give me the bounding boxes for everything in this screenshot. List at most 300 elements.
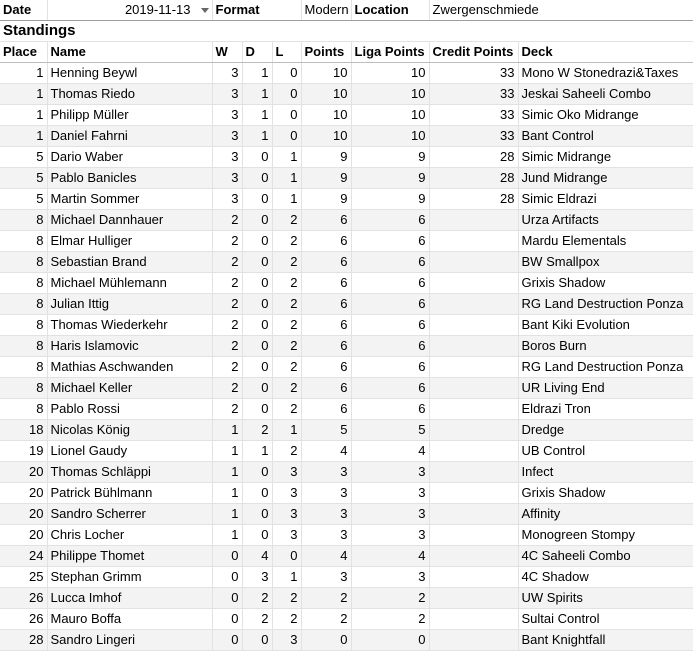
liga-points-cell[interactable]: 6 [351, 336, 429, 357]
liga-points-cell[interactable]: 9 [351, 189, 429, 210]
credit-points-cell[interactable] [429, 336, 518, 357]
name-cell[interactable]: Philippe Thomet [47, 546, 212, 567]
w-cell[interactable]: 1 [212, 504, 242, 525]
deck-cell[interactable]: Eldrazi Tron [518, 399, 693, 420]
credit-points-cell[interactable] [429, 399, 518, 420]
credit-points-cell[interactable] [429, 420, 518, 441]
liga-points-cell[interactable]: 6 [351, 294, 429, 315]
deck-cell[interactable]: UW Spirits [518, 588, 693, 609]
points-cell[interactable]: 9 [301, 147, 351, 168]
l-cell[interactable]: 2 [272, 357, 301, 378]
table-row [0, 168, 693, 189]
name-cell[interactable]: Stephan Grimm [47, 567, 212, 588]
liga-points-cell[interactable]: 10 [351, 84, 429, 105]
table-row [0, 231, 693, 252]
l-cell[interactable]: 2 [272, 231, 301, 252]
place-cell[interactable]: 8 [0, 231, 47, 252]
table-row [0, 294, 693, 315]
w-cell[interactable]: 2 [212, 231, 242, 252]
col-place[interactable]: Place [0, 42, 47, 63]
deck-cell[interactable]: Bant Kiki Evolution [518, 315, 693, 336]
points-cell[interactable]: 3 [301, 567, 351, 588]
credit-points-cell[interactable] [429, 504, 518, 525]
d-cell[interactable]: 3 [242, 567, 272, 588]
deck-cell[interactable]: Mardu Elementals [518, 231, 693, 252]
name-cell[interactable]: Daniel Fahrni [47, 126, 212, 147]
deck-cell[interactable]: Simic Eldrazi [518, 189, 693, 210]
credit-points-cell[interactable]: 33 [429, 84, 518, 105]
w-cell[interactable]: 1 [212, 441, 242, 462]
liga-points-cell[interactable]: 2 [351, 588, 429, 609]
points-cell[interactable]: 6 [301, 336, 351, 357]
liga-points-cell[interactable]: 9 [351, 147, 429, 168]
liga-points-cell[interactable]: 10 [351, 63, 429, 84]
place-cell[interactable]: 24 [0, 546, 47, 567]
name-cell[interactable]: Michael Keller [47, 378, 212, 399]
points-cell[interactable]: 6 [301, 273, 351, 294]
w-cell[interactable]: 2 [212, 378, 242, 399]
liga-points-cell[interactable]: 6 [351, 357, 429, 378]
l-cell[interactable]: 1 [272, 168, 301, 189]
d-cell[interactable]: 1 [242, 441, 272, 462]
credit-points-cell[interactable] [429, 588, 518, 609]
deck-cell[interactable]: BW Smallpox [518, 252, 693, 273]
place-cell[interactable]: 18 [0, 420, 47, 441]
liga-points-cell[interactable]: 3 [351, 567, 429, 588]
place-cell[interactable]: 20 [0, 483, 47, 504]
col-liga-points[interactable]: Liga Points [351, 42, 429, 63]
l-cell[interactable]: 0 [272, 63, 301, 84]
l-cell[interactable]: 2 [272, 210, 301, 231]
name-cell[interactable]: Lucca Imhof [47, 588, 212, 609]
deck-cell[interactable]: Boros Burn [518, 336, 693, 357]
w-cell[interactable]: 3 [212, 189, 242, 210]
credit-points-cell[interactable] [429, 294, 518, 315]
place-cell[interactable]: 8 [0, 273, 47, 294]
table-row [0, 630, 693, 651]
deck-cell[interactable]: Dredge [518, 420, 693, 441]
w-cell[interactable]: 3 [212, 84, 242, 105]
place-cell[interactable]: 1 [0, 84, 47, 105]
points-cell[interactable]: 3 [301, 483, 351, 504]
name-cell[interactable]: Patrick Bühlmann [47, 483, 212, 504]
liga-points-cell[interactable]: 6 [351, 210, 429, 231]
liga-points-cell[interactable]: 0 [351, 630, 429, 651]
table-row [0, 189, 693, 210]
place-cell[interactable]: 8 [0, 315, 47, 336]
l-cell[interactable]: 3 [272, 483, 301, 504]
name-cell[interactable]: Henning Beywl [47, 63, 212, 84]
d-cell[interactable]: 1 [242, 105, 272, 126]
liga-points-cell[interactable]: 10 [351, 126, 429, 147]
liga-points-cell[interactable]: 5 [351, 420, 429, 441]
liga-points-cell[interactable]: 3 [351, 525, 429, 546]
credit-points-cell[interactable] [429, 525, 518, 546]
deck-cell[interactable]: Bant Knightfall [518, 630, 693, 651]
d-cell[interactable]: 0 [242, 189, 272, 210]
place-cell[interactable]: 1 [0, 105, 47, 126]
d-cell[interactable]: 0 [242, 399, 272, 420]
points-cell[interactable]: 3 [301, 462, 351, 483]
dropdown-caret-icon[interactable] [201, 8, 209, 13]
place-cell[interactable]: 5 [0, 147, 47, 168]
liga-points-cell[interactable]: 9 [351, 168, 429, 189]
deck-cell[interactable]: Affinity [518, 504, 693, 525]
col-w[interactable]: W [212, 42, 242, 63]
points-cell[interactable]: 6 [301, 378, 351, 399]
header-row [0, 0, 693, 21]
d-cell[interactable]: 0 [242, 378, 272, 399]
d-cell[interactable]: 0 [242, 294, 272, 315]
credit-points-cell[interactable]: 28 [429, 189, 518, 210]
l-cell[interactable]: 2 [272, 588, 301, 609]
points-cell[interactable]: 10 [301, 126, 351, 147]
l-cell[interactable]: 0 [272, 84, 301, 105]
name-cell[interactable]: Lionel Gaudy [47, 441, 212, 462]
l-cell[interactable]: 0 [272, 126, 301, 147]
table-row [0, 525, 693, 546]
table-row [0, 588, 693, 609]
deck-cell[interactable]: Urza Artifacts [518, 210, 693, 231]
place-cell[interactable]: 28 [0, 630, 47, 651]
d-cell[interactable]: 1 [242, 84, 272, 105]
d-cell[interactable]: 1 [242, 63, 272, 84]
w-cell[interactable]: 1 [212, 483, 242, 504]
w-cell[interactable]: 1 [212, 525, 242, 546]
name-cell[interactable]: Martin Sommer [47, 189, 212, 210]
place-cell[interactable]: 8 [0, 252, 47, 273]
table-row [0, 483, 693, 504]
table-row [0, 420, 693, 441]
table-row [0, 63, 693, 84]
d-cell[interactable]: 0 [242, 336, 272, 357]
name-cell[interactable]: Thomas Schläppi [47, 462, 212, 483]
d-cell[interactable]: 0 [242, 462, 272, 483]
d-cell[interactable]: 2 [242, 609, 272, 630]
points-cell[interactable]: 6 [301, 357, 351, 378]
deck-cell[interactable]: Jeskai Saheeli Combo [518, 84, 693, 105]
d-cell[interactable]: 0 [242, 630, 272, 651]
name-cell[interactable]: Mauro Boffa [47, 609, 212, 630]
l-cell[interactable]: 3 [272, 462, 301, 483]
place-cell[interactable]: 20 [0, 504, 47, 525]
place-cell[interactable]: 8 [0, 399, 47, 420]
deck-cell[interactable]: Grixis Shadow [518, 483, 693, 504]
name-cell[interactable]: Sebastian Brand [47, 252, 212, 273]
name-cell[interactable]: Thomas Riedo [47, 84, 212, 105]
name-cell[interactable]: Mathias Aschwanden [47, 357, 212, 378]
table-row [0, 105, 693, 126]
l-cell[interactable]: 2 [272, 294, 301, 315]
w-cell[interactable]: 2 [212, 273, 242, 294]
credit-points-cell[interactable] [429, 252, 518, 273]
column-header-row [0, 42, 693, 63]
d-cell[interactable]: 1 [242, 126, 272, 147]
d-cell[interactable]: 0 [242, 168, 272, 189]
credit-points-cell[interactable] [429, 630, 518, 651]
place-cell[interactable]: 5 [0, 168, 47, 189]
deck-cell[interactable]: Grixis Shadow [518, 273, 693, 294]
w-cell[interactable]: 3 [212, 147, 242, 168]
l-cell[interactable]: 0 [272, 105, 301, 126]
format-label: Format [212, 0, 301, 21]
name-cell[interactable]: Julian Ittig [47, 294, 212, 315]
w-cell[interactable]: 2 [212, 357, 242, 378]
w-cell[interactable]: 3 [212, 63, 242, 84]
l-cell[interactable]: 2 [272, 399, 301, 420]
liga-points-cell[interactable]: 3 [351, 462, 429, 483]
l-cell[interactable]: 2 [272, 315, 301, 336]
points-cell[interactable]: 4 [301, 441, 351, 462]
w-cell[interactable]: 1 [212, 420, 242, 441]
liga-points-cell[interactable]: 3 [351, 483, 429, 504]
table-row [0, 441, 693, 462]
points-cell[interactable]: 2 [301, 588, 351, 609]
name-cell[interactable]: Haris Islamovic [47, 336, 212, 357]
d-cell[interactable]: 0 [242, 273, 272, 294]
table-row [0, 378, 693, 399]
deck-cell[interactable]: 4C Saheeli Combo [518, 546, 693, 567]
place-cell[interactable]: 25 [0, 567, 47, 588]
w-cell[interactable]: 3 [212, 105, 242, 126]
w-cell[interactable]: 2 [212, 210, 242, 231]
deck-cell[interactable]: 4C Shadow [518, 567, 693, 588]
l-cell[interactable]: 0 [272, 546, 301, 567]
d-cell[interactable]: 4 [242, 546, 272, 567]
d-cell[interactable]: 0 [242, 315, 272, 336]
col-l[interactable]: L [272, 42, 301, 63]
date-cell[interactable] [47, 0, 212, 21]
place-cell[interactable]: 20 [0, 525, 47, 546]
credit-points-cell[interactable] [429, 315, 518, 336]
credit-points-cell[interactable] [429, 567, 518, 588]
d-cell[interactable]: 0 [242, 231, 272, 252]
table-row [0, 126, 693, 147]
deck-cell[interactable]: Mono W Stonedrazi&Taxes [518, 63, 693, 84]
place-cell[interactable]: 8 [0, 294, 47, 315]
place-cell[interactable]: 1 [0, 126, 47, 147]
deck-cell[interactable]: UB Control [518, 441, 693, 462]
title-row [0, 21, 693, 42]
points-cell[interactable]: 2 [301, 609, 351, 630]
place-cell[interactable]: 5 [0, 189, 47, 210]
place-cell[interactable]: 26 [0, 588, 47, 609]
l-cell[interactable]: 2 [272, 252, 301, 273]
points-cell[interactable]: 10 [301, 105, 351, 126]
w-cell[interactable]: 2 [212, 294, 242, 315]
l-cell[interactable]: 1 [272, 420, 301, 441]
place-cell[interactable]: 8 [0, 357, 47, 378]
l-cell[interactable]: 2 [272, 273, 301, 294]
credit-points-cell[interactable] [429, 231, 518, 252]
l-cell[interactable]: 2 [272, 609, 301, 630]
points-cell[interactable]: 9 [301, 189, 351, 210]
name-cell[interactable]: Chris Locher [47, 525, 212, 546]
table-row [0, 210, 693, 231]
w-cell[interactable]: 0 [212, 609, 242, 630]
credit-points-cell[interactable] [429, 273, 518, 294]
liga-points-cell[interactable]: 6 [351, 399, 429, 420]
name-cell[interactable]: Pablo Rossi [47, 399, 212, 420]
l-cell[interactable]: 1 [272, 147, 301, 168]
name-cell[interactable]: Michael Mühlemann [47, 273, 212, 294]
table-row [0, 273, 693, 294]
deck-cell[interactable]: Jund Midrange [518, 168, 693, 189]
col-deck[interactable]: Deck [518, 42, 693, 63]
d-cell[interactable]: 0 [242, 252, 272, 273]
name-cell[interactable]: Thomas Wiederkehr [47, 315, 212, 336]
w-cell[interactable]: 0 [212, 567, 242, 588]
liga-points-cell[interactable]: 4 [351, 441, 429, 462]
points-cell[interactable]: 9 [301, 168, 351, 189]
deck-cell[interactable]: RG Land Destruction Ponza [518, 357, 693, 378]
location-label: Location [351, 0, 429, 21]
liga-points-cell[interactable]: 6 [351, 231, 429, 252]
liga-points-cell[interactable]: 6 [351, 252, 429, 273]
liga-points-cell[interactable]: 3 [351, 504, 429, 525]
credit-points-cell[interactable]: 33 [429, 126, 518, 147]
l-cell[interactable]: 2 [272, 336, 301, 357]
d-cell[interactable]: 0 [242, 357, 272, 378]
format-value[interactable]: Modern [301, 0, 351, 21]
deck-cell[interactable]: Infect [518, 462, 693, 483]
col-credit-points[interactable]: Credit Points [429, 42, 518, 63]
table-row [0, 567, 693, 588]
deck-cell[interactable]: Sultai Control [518, 609, 693, 630]
w-cell[interactable]: 0 [212, 588, 242, 609]
col-points[interactable]: Points [301, 42, 351, 63]
w-cell[interactable]: 2 [212, 252, 242, 273]
deck-cell[interactable]: Monogreen Stompy [518, 525, 693, 546]
place-cell[interactable]: 8 [0, 378, 47, 399]
l-cell[interactable]: 1 [272, 567, 301, 588]
deck-cell[interactable]: Simic Oko Midrange [518, 105, 693, 126]
w-cell[interactable]: 0 [212, 630, 242, 651]
points-cell[interactable]: 3 [301, 504, 351, 525]
liga-points-cell[interactable]: 6 [351, 315, 429, 336]
place-cell[interactable]: 8 [0, 210, 47, 231]
col-d[interactable]: D [242, 42, 272, 63]
credit-points-cell[interactable] [429, 441, 518, 462]
credit-points-cell[interactable] [429, 378, 518, 399]
w-cell[interactable]: 2 [212, 336, 242, 357]
points-cell[interactable]: 6 [301, 294, 351, 315]
deck-cell[interactable]: UR Living End [518, 378, 693, 399]
liga-points-cell[interactable]: 2 [351, 609, 429, 630]
w-cell[interactable]: 2 [212, 399, 242, 420]
deck-cell[interactable]: Simic Midrange [518, 147, 693, 168]
l-cell[interactable]: 2 [272, 378, 301, 399]
deck-cell[interactable]: RG Land Destruction Ponza [518, 294, 693, 315]
name-cell[interactable]: Elmar Hulliger [47, 231, 212, 252]
name-cell[interactable]: Philipp Müller [47, 105, 212, 126]
table-row [0, 315, 693, 336]
liga-points-cell[interactable]: 10 [351, 105, 429, 126]
name-cell[interactable]: Nicolas König [47, 420, 212, 441]
points-cell[interactable]: 6 [301, 210, 351, 231]
d-cell[interactable]: 2 [242, 420, 272, 441]
d-cell[interactable]: 0 [242, 504, 272, 525]
table-row [0, 84, 693, 105]
points-cell[interactable]: 3 [301, 525, 351, 546]
place-cell[interactable]: 19 [0, 441, 47, 462]
credit-points-cell[interactable] [429, 609, 518, 630]
w-cell[interactable]: 1 [212, 462, 242, 483]
place-cell[interactable]: 26 [0, 609, 47, 630]
table-row [0, 357, 693, 378]
d-cell[interactable]: 0 [242, 525, 272, 546]
liga-points-cell[interactable]: 6 [351, 273, 429, 294]
points-cell[interactable]: 6 [301, 252, 351, 273]
section-title: Standings [0, 21, 693, 42]
name-cell[interactable]: Dario Waber [47, 147, 212, 168]
credit-points-cell[interactable]: 28 [429, 168, 518, 189]
l-cell[interactable]: 3 [272, 525, 301, 546]
credit-points-cell[interactable] [429, 462, 518, 483]
d-cell[interactable]: 2 [242, 588, 272, 609]
l-cell[interactable]: 1 [272, 189, 301, 210]
liga-points-cell[interactable]: 6 [351, 378, 429, 399]
credit-points-cell[interactable]: 28 [429, 147, 518, 168]
credit-points-cell[interactable]: 33 [429, 105, 518, 126]
date-label: Date [0, 0, 47, 21]
points-cell[interactable]: 10 [301, 63, 351, 84]
name-cell[interactable]: Michael Dannhauer [47, 210, 212, 231]
col-name[interactable]: Name [47, 42, 212, 63]
l-cell[interactable]: 3 [272, 504, 301, 525]
credit-points-cell[interactable] [429, 357, 518, 378]
w-cell[interactable]: 3 [212, 168, 242, 189]
l-cell[interactable]: 2 [272, 441, 301, 462]
d-cell[interactable]: 0 [242, 147, 272, 168]
location-value[interactable]: Zwergenschmiede [429, 0, 693, 21]
name-cell[interactable]: Sandro Scherrer [47, 504, 212, 525]
l-cell[interactable]: 3 [272, 630, 301, 651]
name-cell[interactable]: Pablo Banicles [47, 168, 212, 189]
w-cell[interactable]: 0 [212, 546, 242, 567]
table-row [0, 609, 693, 630]
d-cell[interactable]: 0 [242, 210, 272, 231]
table-row [0, 504, 693, 525]
w-cell[interactable]: 3 [212, 126, 242, 147]
points-cell[interactable]: 6 [301, 399, 351, 420]
liga-points-cell[interactable]: 4 [351, 546, 429, 567]
place-cell[interactable]: 20 [0, 462, 47, 483]
place-cell[interactable]: 1 [0, 63, 47, 84]
d-cell[interactable]: 0 [242, 483, 272, 504]
table-row [0, 336, 693, 357]
table-row [0, 252, 693, 273]
place-cell[interactable]: 8 [0, 336, 47, 357]
points-cell[interactable]: 4 [301, 546, 351, 567]
deck-cell[interactable]: Bant Control [518, 126, 693, 147]
date-value: 2019-11-13 [124, 2, 191, 17]
credit-points-cell[interactable]: 33 [429, 63, 518, 84]
table-row [0, 546, 693, 567]
table-row [0, 147, 693, 168]
points-cell[interactable]: 6 [301, 231, 351, 252]
credit-points-cell[interactable] [429, 483, 518, 504]
credit-points-cell[interactable] [429, 210, 518, 231]
points-cell[interactable]: 6 [301, 315, 351, 336]
points-cell[interactable]: 10 [301, 84, 351, 105]
w-cell[interactable]: 2 [212, 315, 242, 336]
points-cell[interactable]: 5 [301, 420, 351, 441]
table-row [0, 462, 693, 483]
credit-points-cell[interactable] [429, 546, 518, 567]
points-cell[interactable]: 0 [301, 630, 351, 651]
name-cell[interactable]: Sandro Lingeri [47, 630, 212, 651]
